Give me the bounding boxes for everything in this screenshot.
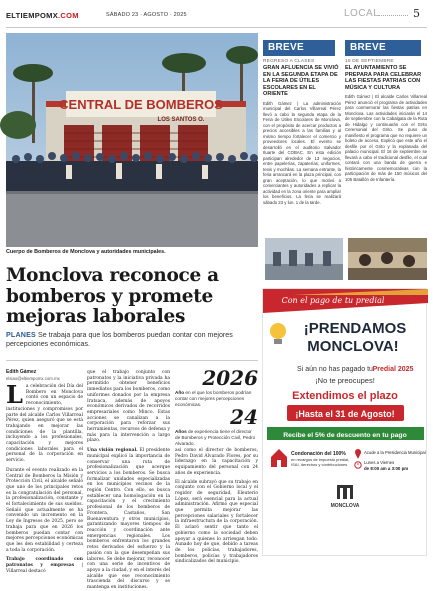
ad-logo: MONCLOVA: [330, 503, 360, 509]
ad-headline-2: MONCLOVA!: [307, 338, 399, 355]
paragraph: Durante el evento realizado en la Central de Bomberos la Misión y Protección Civil, el alcalde señaló que uno de los principales retos es la congratulación del personal, la profesionalización, constante y el fortalecimiento de sus sueldos. Señaló que actualmente se ha convenido un incremento en la Ley de Ingresos de 2025, pero se trabaja para que en 2026 los bomberos puedan contar con mejores percepciones económicas que les den estabilidad y certeza a toda la corporación.: [6, 467, 83, 553]
breve-kicker: REGRESO A CLASES: [263, 59, 315, 64]
lead-text: Se trabaja para que los bomberos puedan contar con mejores percepciones económicas.: [6, 331, 233, 349]
breve-kicker: 15 DE SEPTIEMBRE: [345, 59, 394, 64]
article-lead: [6, 331, 258, 350]
subhead: Una visión regional.: [87, 448, 138, 454]
ad-deadline: ¡Hasta el 31 de Agosto!: [295, 409, 395, 419]
ad-visit: Acude a la Presidencia Municipal: [364, 450, 426, 455]
subhead: Trabajo coordinado con patronatos y empresas: [6, 557, 83, 569]
clock-icon: [355, 462, 361, 468]
station-sign: CENTRAL DE BOMBEROS: [59, 97, 223, 112]
lead-kicker: PLANES: [6, 331, 36, 339]
municipal-logo-icon: [337, 485, 353, 499]
breve-label: BREVE: [263, 40, 341, 56]
ad-hours: de 8:00 am a 3:00 pm: [364, 466, 409, 471]
page-number: 5: [413, 7, 420, 20]
paragraph: que el trabajo conjunto con patronatos y la iniciativa privada ha permitido obtener beneficios inmediatos para los bomberos, como uniformes donados por la empresa Iratsaca, además de apoyos económicos derivados de recorridos empresariales como Minco. Estas acciones se canalizan a la corporación para reforzar sus herramientas, recursos de defensa y más para la intervención a largo plazo.: [87, 370, 170, 444]
breve-thumbnails: [265, 238, 427, 280]
paragraph-text: El presidente municipal explicó la importancia de conservar una ruta de profesionalización que acerque servicios a los bomberos. Se busca formalizar unidades especializadas en los municipios vecinos de la región Centro. Con ello, se busca establecer una homologación en la capacitación y el crecimiento profesional de los bomberos de Frontera, Castaños, San Buenaventura y otros municipios, garantizando mayores tiempos de reacción y coordinación ante emergencias regionales. Los bomberos enfrentaron los grandes retos derivados del esfuerzo y la pasión con la que desempeñan sus labores. Se debe mejorar, reconocer con una serie de incentivos de apoyo a la ciudad, y en el interés del alcalde que ese reconocimiento trascienda del discurso y se mantenga en instituciones.: [87, 448, 171, 591]
stat-box-2: [175, 407, 258, 446]
stat-description: Años de experiencia tiene el director de Bomberos y Protección Civil, Pedro Alvarado.: [175, 429, 256, 446]
paragraph-text: | Villarreal destacó: [6, 563, 83, 574]
drop-cap: L: [6, 380, 23, 409]
lead-divider: [6, 360, 258, 361]
author-name: Edith Gámez: [6, 369, 37, 375]
station-sign-sub: LOS SANTOS O.: [157, 117, 205, 123]
breve-card-1: [263, 40, 341, 205]
paragraph: a celebración del Día del Bombero en Monclova contó con un espacio de reconocimiento, instituciones y compromisos por parte del alcalde Carlos Villarreal Pérez, quien aseguró que se está trabajando en mejorar las condiciones de la plantilla, incluyendo a los profesionales, capacitación y mejores condiciones laborales para el personal de la corporación en servicio.: [6, 384, 83, 464]
breve-title: EL AYUNTAMIENTO SE PREPARA PARA CELEBRAR LAS FIESTAS PATRIAS CON MÚSICA Y CULTURA: [345, 65, 422, 91]
stat-number: 2026: [202, 366, 258, 390]
breve-card-2: [345, 40, 427, 182]
photo-caption: Cuerpo de Bomberos de Monclova y autoridades municipales.: [6, 249, 166, 255]
issue-date: SÁBADO 23 · AGOSTO · 2025: [106, 12, 187, 18]
breve-label: BREVE: [345, 40, 427, 56]
ad-discount: Recibe el 5% de descuento en tu pago: [283, 432, 407, 439]
fire-station-photo: [6, 33, 258, 247]
lightbulb-icon: [270, 323, 286, 344]
masthead: [6, 6, 427, 28]
section-label: LOCAL: [344, 8, 380, 19]
article-column-1: [6, 380, 83, 574]
main-photo: [6, 33, 258, 247]
ad-condonation-title: Condonación del 100%: [291, 451, 346, 457]
article-column-2: [87, 370, 171, 591]
stat-description: Año en el que los bomberos podrían contar con mejores percepciones económicas.: [175, 390, 252, 407]
ad-extend: Extendimos el plazo: [292, 390, 398, 402]
ad-headline-1: ¡PRENDAMOS: [303, 320, 407, 337]
paragraph: El alcalde subrayó que su trabajo en conjunto con el Gobierno local y el regidor de seguridad, Eleuterio López, será esencial para la actual administración. Afirmó que especial que permita mejorar las percepciones salariales y fortalecer la infraestructura de la corporación. Él aclaró sentir que tanto el gobierno como la sociedad deben apoyar a quienes lo arriesgan todo. Aunado hoy de que, debido a tareas de los policías, trabajadores, bomberos, policías y trabajadores sindicalizados del municipio.: [175, 479, 258, 565]
location-pin-icon: [355, 449, 361, 459]
ad-line-1-bold: Predial 2025: [372, 366, 414, 373]
ad-artwork: [263, 289, 428, 557]
paragraph: asi como el director de bomberos, Pedro David Alvarado Flores, por su liderazgo en la capacitación y equipamiento del personal con 24 años de experiencia.: [175, 448, 258, 476]
ad-hours-days: Lunes a Viernes: [364, 460, 395, 465]
house-icon: [271, 449, 287, 467]
stat-box-1: [175, 368, 258, 407]
masthead-divider: [378, 15, 408, 16]
ad-ribbon: Con el pago de tu predial: [281, 296, 385, 305]
article-headline: Monclova reconoce a bomberos y promete mejoras laborales: [6, 265, 219, 327]
ad-line-2: ¡No te preocupes!: [315, 376, 375, 385]
breve-body: Edith Gámez | El alcalde Carlos Villarreal Pérez anunció el programa de actividades para conmemorar las fiestas patrias en Monclova. Las actividades iniciarán el 14 de septiembre con la Cabalgata de la Ruta de Hidalgo y continuarán con el Grito Ceremonial del Grito. Se puso de manifiesto el programa que no requiere un boleto de acceso. Explicó que este año el desfile por el Grito y la explanada del palacio municipal. El 16 de septiembre se llevará a cabo el tradicional desfile, el cual contará con una banda de guerra e históricamente conmemorativas con la participación de más de 150 músicos del 105 Batallón de Infantería.: [345, 94, 427, 182]
ad-condonation-body: en recargos de impuesto predial, ISAI, derechos y contribuciones: [291, 457, 350, 467]
brand-logo: ELTIEMPOMX.COM: [6, 11, 79, 20]
paragraph: [87, 448, 170, 591]
article-column-3: [175, 448, 258, 565]
author-email: elsiao@eltiempomx.com.mx: [6, 376, 60, 381]
breve-body: Edith Gámez | La administración municipal del Carlos Villarreal Pérez llevó a cabo la segunda etapa de la Feria de Útiles Escolares de Monclova, con el propósito de acercar productos a precios accesibles a las familias y al mismo tiempo fortalecer el comercio y proveedores locales. El evento se desarrolló en el auditorio Salvador Ituarte del COBAC. En esta edición participan alrededor de 13 negocios, entre papelerías, zapaterías, uniformes, tenis y mochilas. La semana entrante, la feria arrancará en la plaza principal, con gran aceptación, lo que motivó a comerciantes y autoridades a replicar la actividad en la zona oriente para ampliar los beneficios. La feria se realizará sábado 23 y lun. 1 de la tarde.: [263, 100, 341, 205]
breve-title: GRAN AFLUENCIA SE VIVIÓ EN LA SEGUNDA ETAPA DE LA FERIA DE ÚTILES ESCOLARES EN EL ORIENTE: [263, 65, 339, 98]
ad-line-1: Si aún no has pagado tu: [297, 366, 373, 373]
paragraph: [6, 557, 83, 574]
stat-number: 24: [230, 405, 258, 429]
predial-advertisement[interactable]: [262, 288, 427, 556]
